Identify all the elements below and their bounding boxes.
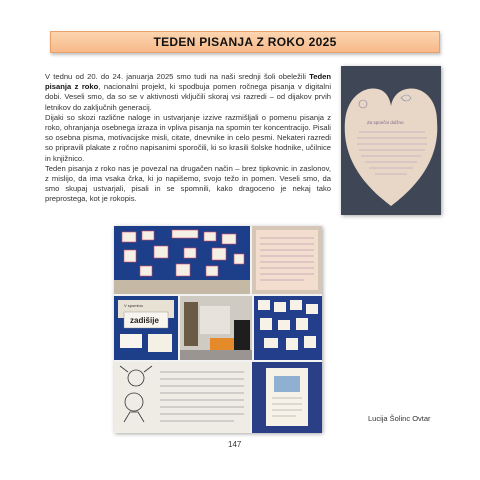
page-number: 147 [228, 440, 242, 449]
paragraph-2-text: Dijaki so skozi različne naloge in ustvarjanje izzive razmišljali o pomenu pisanja z roko, ohranjanja osebnega izraza in vpliva pisanja na spomin ter koncentracijo. Pisali so osebna pisma, motivacijske misli, citate, dnevnike in celo pesmi. Nekateri razredi so pripravili plakate z ročno napisanimi sporočili, ki so krasili šolske hodnike, učilnice in knjižnico. [45, 112, 331, 163]
poster-header: V spominu [124, 303, 143, 308]
page-title: TEDEN PISANJA Z ROKO 2025 [153, 35, 337, 49]
photo-collage [114, 226, 322, 433]
paragraph-2 [45, 113, 331, 164]
heart-note-title: Za spončni dolžno [367, 120, 404, 125]
article-body [45, 72, 331, 205]
project-name: Teden pisanja z roko [45, 72, 331, 92]
paragraph-1 [45, 72, 331, 113]
author-name: Lucija Šolinc Ovtar [368, 414, 431, 423]
heart-note-photo [341, 66, 441, 215]
heart-illustration [341, 66, 441, 215]
title-banner [50, 31, 440, 53]
paragraph-3 [45, 164, 331, 205]
paragraph-1-text-a: V tednu od 20. do 24. januarja 2025 smo tudi na naši srednji šoli obeležili [45, 72, 310, 81]
paragraph-3-text: Teden pisanja z roko nas je povezal na drugačen način – brez tipkovnic in zaslonov, z mislijo, da ima vsaka črka, ki jo napišemo, svojo težo in pomen. Veseli smo, da smo skupaj ustvarjali, pisali in se spomnili, kako dragoceno je nekaj tako preprostega, kot je rokopis. [45, 163, 331, 204]
collage-graphics [114, 226, 322, 433]
poster-text: zadišije [130, 316, 159, 325]
paragraph-1-text-b: , nacionalni projekt, ki spodbuja pomen ročnega pisanja v digitalni dobi. Veseli smo, da so se v aktivnosti vključili skoraj vsi razredi – od dijakov prvih letnikov do zaključnih generacij. [45, 82, 332, 112]
